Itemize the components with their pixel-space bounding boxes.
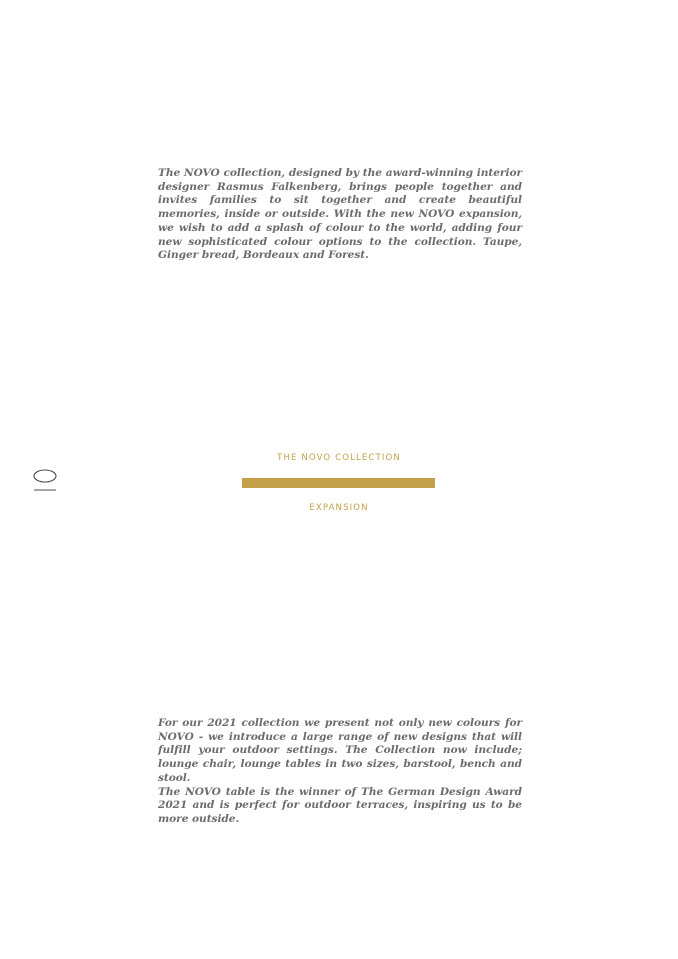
collection-title: THE NOVO COLLECTION <box>277 453 401 463</box>
intro-paragraph: The NOVO collection, designed by the award-winning interior designer Rasmus Falkenberg, brings people together and invites families to sit together and create beautiful memories, inside or outside. With the new NOVO expansion, we wish to add a splash of colour to the world, adding four new sophisticated colour options to the collection. Taupe, Ginger bread, Bordeaux and Forest. <box>158 167 522 262</box>
collection-subtitle: EXPANSION <box>309 503 369 513</box>
page-number-text: 0 <box>28 466 29 467</box>
closing-paragraph-2: The NOVO table is the winner of The German Design Award 2021 and is perfect for outdoor terraces, inspiring us to be more outside. <box>158 785 522 825</box>
accent-divider-bar <box>242 478 435 488</box>
closing-text <box>158 717 522 827</box>
page-number-marker <box>28 466 64 496</box>
closing-paragraph-1: For our 2021 collection we present not only new colours for NOVO - we introduce a large range of new designs that will fulfill your outdoor settings. The Collection now include; lounge chair, lounge tables in two sizes, barstool, bench and stool. <box>158 717 522 784</box>
page-number-glyph <box>28 466 64 496</box>
